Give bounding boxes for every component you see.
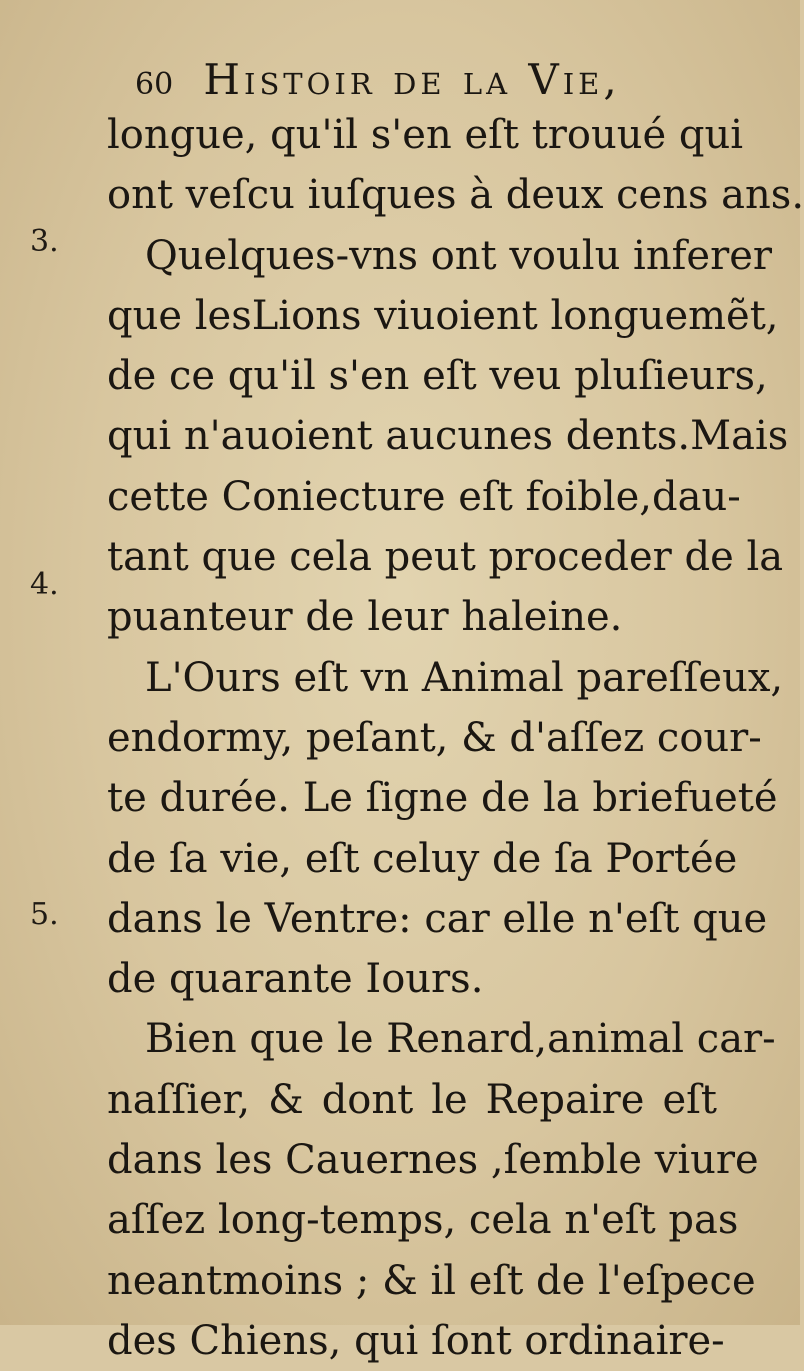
text-line: qui n'auoient aucunes dents.Mais — [107, 413, 789, 460]
marginal-number-5: 5. — [30, 897, 59, 932]
text-line: de quarante Iours. — [107, 956, 484, 1003]
text-line: endormy, peſant, & d'aſſez cour- — [107, 714, 762, 761]
text-line: ont veſcu iuſques à deux cens ans. — [107, 172, 804, 219]
text-line: aſſez long-temps, cela n'eſt pas — [107, 1197, 739, 1244]
text-line: de ſa vie, eſt celuy de ſa Portée — [107, 835, 738, 882]
running-title: Histoir de la Vie, — [203, 55, 621, 104]
page-header — [135, 52, 695, 108]
text-line: puanteur de leur haleine. — [107, 594, 623, 641]
text-line: Quelques-vns ont voulu inferer — [145, 232, 772, 279]
text-line: de ce qu'il s'en eſt veu pluſieurs, — [107, 353, 768, 400]
text-line: neantmoins ; & il eſt de l'eſpece — [107, 1257, 756, 1304]
text-line: naſſier, & dont le Repaire eſt — [107, 1076, 717, 1123]
text-line: longue, qu'il s'en eſt trouué qui — [107, 112, 744, 158]
text-line: tant que cela peut proceder de la — [107, 534, 784, 581]
text-line: dans les Cauernes ,ſemble viure — [107, 1137, 759, 1184]
text-line: dans le Ventre: car elle n'eſt que — [107, 895, 768, 942]
text-line: cette Coniecture eſt foible,dau- — [107, 473, 741, 520]
text-line: L'Ours eſt vn Animal pareſſeux, — [145, 654, 784, 701]
marginal-number-3: 3. — [30, 224, 59, 259]
text-line: te durée. Le ſigne de la briefueté — [107, 775, 778, 822]
marginal-number-4: 4. — [30, 567, 59, 602]
text-line: Bien que le Renard,animal car- — [145, 1016, 776, 1063]
body-text — [107, 105, 804, 1371]
page-number: 60 — [135, 67, 174, 102]
text-line: que lesLions viuoient longuemẽt, — [107, 292, 779, 339]
text-line: des Chiens, qui ſont ordinaire- — [107, 1317, 725, 1364]
